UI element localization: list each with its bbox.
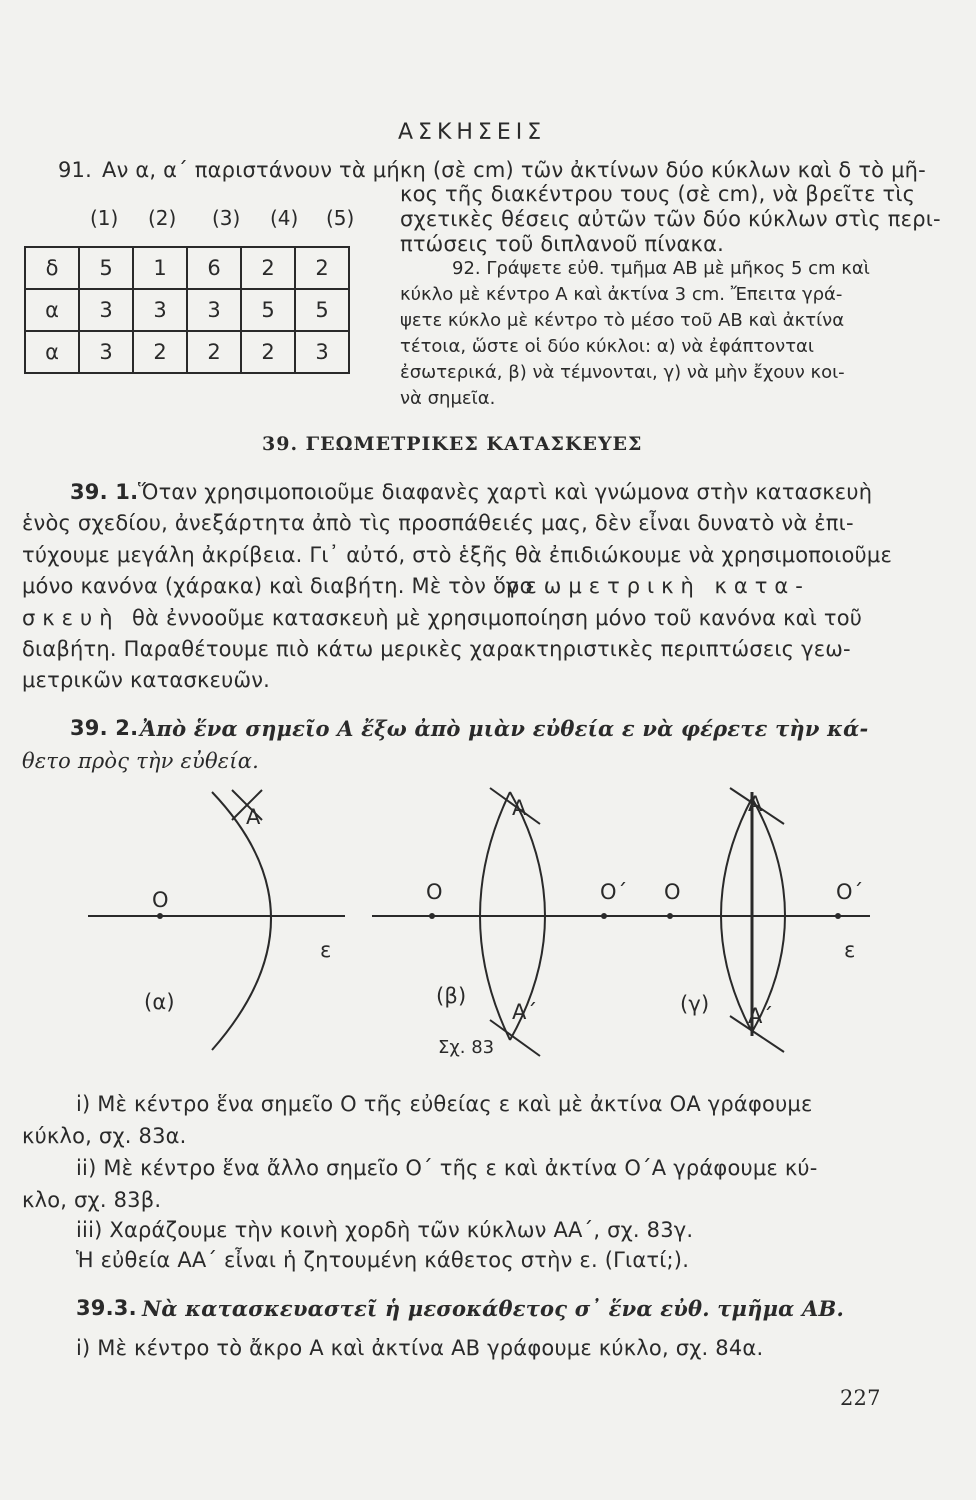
table-cell: 2 bbox=[241, 331, 295, 373]
row-label: α bbox=[25, 289, 79, 331]
p391-term-2: σκευὴ bbox=[22, 606, 120, 630]
table-cell: 5 bbox=[79, 247, 133, 289]
p391-line-4: μόνο κανόνα (χάρακα) καὶ διαβήτη. Μὲ τὸν ὅρο bbox=[22, 574, 533, 598]
fig-a-label-A: A bbox=[246, 805, 261, 829]
data-table bbox=[24, 246, 350, 374]
fig-b-caption: (β) bbox=[436, 984, 467, 1008]
p391-term-1: γεωμετρικὴ κατα- bbox=[506, 574, 810, 598]
fig-b-point-O bbox=[429, 913, 435, 919]
row-label: δ bbox=[25, 247, 79, 289]
p391-line-7: μετρικῶν κατασκευῶν. bbox=[22, 668, 271, 692]
fig-b-label-O2: O΄ bbox=[600, 880, 628, 904]
ex92-line-4: τέτοια, ὥστε οἱ δύο κύκλοι: α) νὰ ἐφάπτονται bbox=[400, 336, 814, 357]
step-2-line-2: κλο, σχ. 83β. bbox=[22, 1188, 162, 1212]
fig-g-label-e: ε bbox=[844, 938, 856, 962]
p391-line-1: Ὅταν χρησιμοποιοῦμε διαφανὲς χαρτὶ καὶ γνώμονα στὴν κατασκευὴ bbox=[138, 480, 873, 504]
p391-number: 39. 1. bbox=[70, 480, 139, 504]
p391-line-5: θὰ ἐννοοῦμε κατασκευὴ μὲ χρησιμοποίηση μόνο τοῦ κανόνα καὶ τοῦ bbox=[132, 606, 863, 630]
step-4: Ἡ εὐθεία ΑΑ΄ εἶναι ἡ ζητουμένη κάθετος στὴν ε. (Γιατί;). bbox=[76, 1248, 690, 1272]
table-cell: 5 bbox=[241, 289, 295, 331]
fig-a-label-O: O bbox=[152, 888, 169, 912]
exercises-heading: ΑΣΚΗΣΕΙΣ bbox=[398, 120, 547, 145]
figure-83 bbox=[0, 770, 976, 1060]
step-3: iii) Χαράζουμε τὴν κοινὴ χορδὴ τῶν κύκλων ΑΑ΄, σχ. 83γ. bbox=[76, 1218, 694, 1242]
table-cell: 3 bbox=[187, 289, 241, 331]
ex92-line-1: 92. Γράψετε εὐθ. τμῆμα ΑΒ μὲ μῆκος 5 cm καὶ bbox=[452, 258, 870, 279]
fig-b-label-O: O bbox=[426, 880, 443, 904]
p392-line-2: θετο πρὸς τὴν εὐθεία. bbox=[22, 749, 259, 773]
table-col-4: (4) bbox=[270, 206, 299, 230]
ex92-line-2: κύκλο μὲ κέντρο Α καὶ ἀκτίνα 3 cm. Ἔπειτα γρά- bbox=[400, 284, 843, 305]
table-cell: 3 bbox=[79, 289, 133, 331]
ex92-line-5: ἐσωτερικά, β) νὰ τέμνονται, γ) νὰ μὴν ἔχουν κοι- bbox=[400, 362, 845, 383]
fig-a-point-O bbox=[157, 913, 163, 919]
p391-line-3: τύχουμε μεγάλη ἀκρίβεια. Γι᾽ αὐτό, στὸ ἑξῆς θὰ ἐπιδιώκουμε νὰ χρησιμοποιοῦμε bbox=[22, 543, 892, 567]
p391-line-2: ἑνὸς σχεδίου, ἀνεξάρτητα ἀπὸ τὶς προσπάθειές μας, δὲν εἶναι δυνατὸ νὰ ἐπι- bbox=[22, 511, 854, 535]
step-2-line-1: ii) Μὲ κέντρο ἕνα ἄλλο σημεῖο Ο΄ τῆς ε καὶ ἀκτίνα Ο΄Α γράφουμε κύ- bbox=[76, 1156, 818, 1180]
page-number: 227 bbox=[840, 1386, 881, 1410]
ex91-line-2: κος τῆς διακέντρου τους (σὲ cm), νὰ βρεῖτε τὶς bbox=[400, 182, 916, 206]
fig-g-label-O: O bbox=[664, 880, 681, 904]
row-label: α bbox=[25, 331, 79, 373]
step-1-line-2: κύκλο, σχ. 83α. bbox=[22, 1124, 187, 1148]
ex91-line-1: Αν α, α΄ παριστάνουν τὰ μήκη (σὲ cm) τῶν ἀκτίνων δύο κύκλων καὶ δ τὸ μῆ- bbox=[102, 158, 926, 182]
fig-g-label-O2: O΄ bbox=[836, 880, 864, 904]
step-last: i) Μὲ κέντρο τὸ ἄκρο Α καὶ ἀκτίνα ΑΒ γράφουμε κύκλο, σχ. 84α. bbox=[76, 1336, 764, 1360]
table-cell: 1 bbox=[133, 247, 187, 289]
table-cell: 6 bbox=[187, 247, 241, 289]
ex92-line-3: ψετε κύκλο μὲ κέντρο τὸ μέσο τοῦ ΑΒ καὶ ἀκτίνα bbox=[400, 310, 845, 331]
fig-b-mark bbox=[490, 1020, 540, 1056]
p392-number: 39. 2. bbox=[70, 716, 139, 740]
fig-g-point-O bbox=[667, 913, 673, 919]
step-1-line-1: i) Μὲ κέντρο ἕνα σημεῖο Ο τῆς εὐθείας ε καὶ μὲ ἀκτίνα ΟΑ γράφουμε bbox=[76, 1092, 813, 1116]
table-cell: 3 bbox=[295, 331, 349, 373]
fig-a-caption: (α) bbox=[144, 990, 175, 1014]
fig-b-label-A2: A΄ bbox=[512, 1000, 538, 1024]
p391-line-6: διαβήτη. Παραθέτουμε πιὸ κάτω μερικὲς χαρακτηριστικὲς περιπτώσεις γεω- bbox=[22, 637, 851, 661]
table-row bbox=[25, 331, 349, 373]
p392-line-1: Ἀπὸ ἕνα σημεῖο Α ἔξω ἀπὸ μιὰν εὐθεία ε νὰ φέρετε τὴν κά- bbox=[140, 716, 869, 741]
ex91-line-4: πτώσεις τοῦ διπλανοῦ πίνακα. bbox=[400, 232, 725, 256]
table-col-5: (5) bbox=[326, 206, 355, 230]
table-cell: 2 bbox=[187, 331, 241, 373]
fig-a-label-e: ε bbox=[320, 938, 332, 962]
fig-a-circle-arc bbox=[212, 792, 271, 1050]
ex91-number: 91. bbox=[58, 158, 92, 182]
fig-b-label-A: A bbox=[512, 796, 527, 820]
ex91-line-3: σχετικὲς θέσεις αὐτῶν τῶν δύο κύκλων στὶς περι- bbox=[400, 207, 941, 231]
fig-g-label-A: A bbox=[748, 792, 763, 816]
table-col-3: (3) bbox=[212, 206, 241, 230]
fig-g-point-O2 bbox=[835, 913, 841, 919]
table-col-1: (1) bbox=[90, 206, 119, 230]
table-row bbox=[25, 289, 349, 331]
fig-b-point-O2 bbox=[601, 913, 607, 919]
section-title: 39. ΓΕΩΜΕΤΡΙΚΕΣ ΚΑΤΑΣΚΕΥΕΣ bbox=[262, 433, 643, 455]
p393-text: Νὰ κατασκευαστεῖ ἡ μεσοκάθετος σ᾽ ἕνα εὐθ. τμῆμα ΑΒ. bbox=[142, 1296, 844, 1321]
table-cell: 2 bbox=[133, 331, 187, 373]
fig-g-label-A2: A΄ bbox=[748, 1004, 774, 1028]
table-cell: 3 bbox=[133, 289, 187, 331]
table-row bbox=[25, 247, 349, 289]
table-col-2: (2) bbox=[148, 206, 177, 230]
figure-caption: Σχ. 83 bbox=[438, 1037, 495, 1058]
fig-g-caption: (γ) bbox=[680, 992, 710, 1016]
table-cell: 5 bbox=[295, 289, 349, 331]
p393-number: 39.3. bbox=[76, 1296, 137, 1320]
table-cell: 2 bbox=[295, 247, 349, 289]
ex92-line-6: νὰ σημεῖα. bbox=[400, 388, 496, 409]
table-cell: 3 bbox=[79, 331, 133, 373]
table-cell: 2 bbox=[241, 247, 295, 289]
